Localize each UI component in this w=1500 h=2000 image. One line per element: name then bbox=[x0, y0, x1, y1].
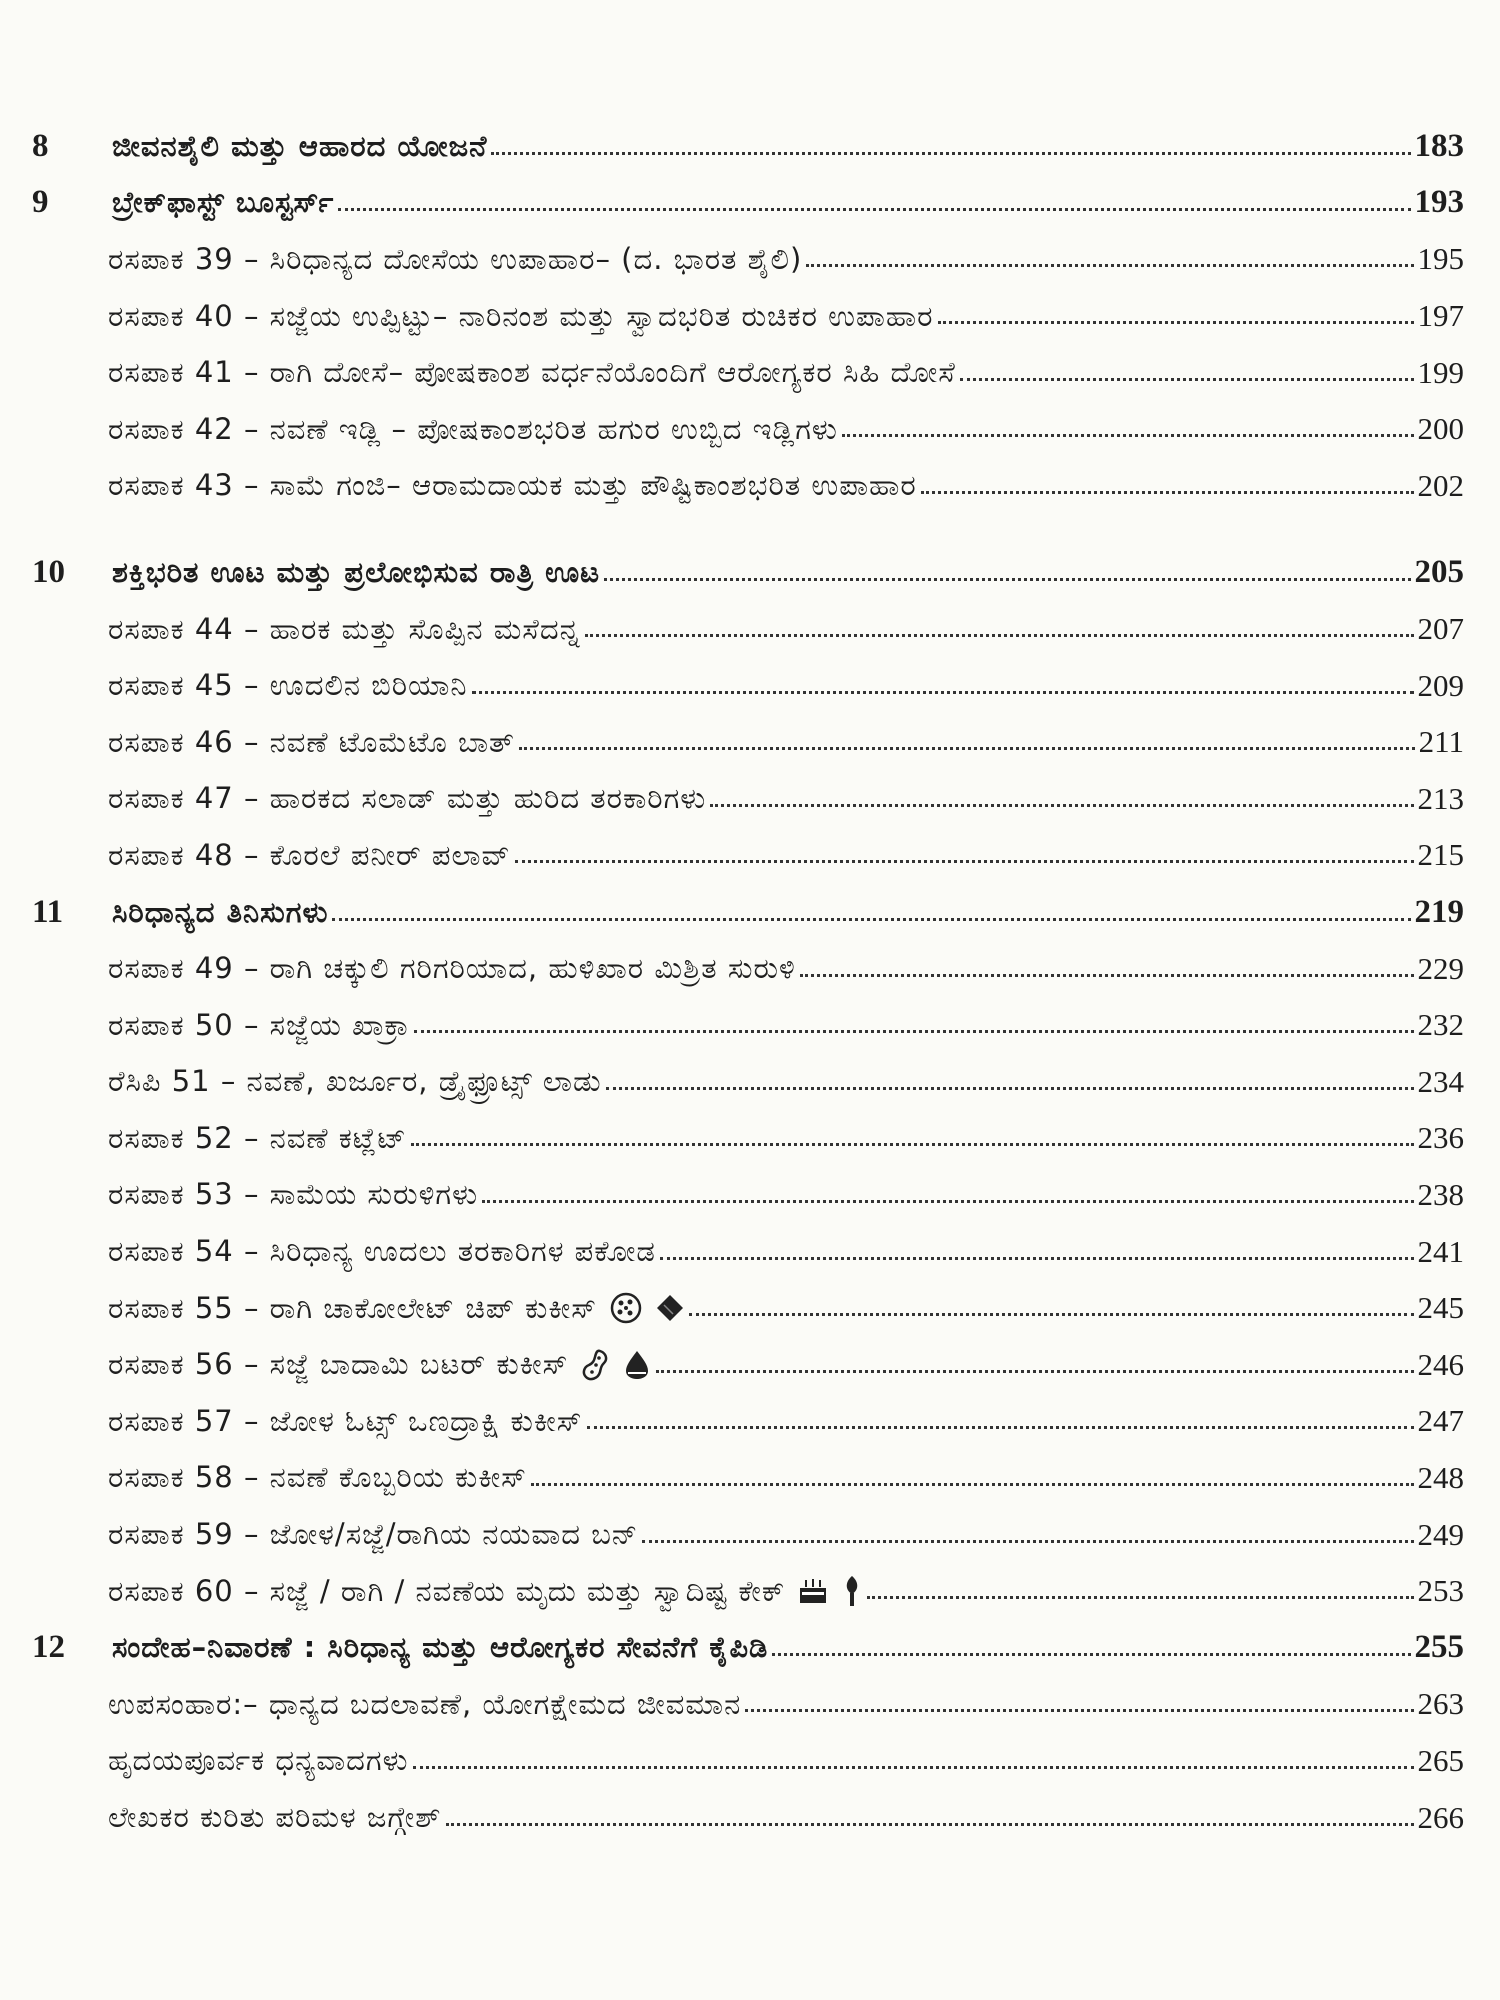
page-number: 263 bbox=[1417, 1686, 1464, 1722]
entry-title: ರಸಪಾಕ 40 – ಸಜ್ಜೆಯ ಉಪ್ಪಿಟ್ಟು– ನಾರಿನಂಶ ಮತ್ತು ಸ್ವಾದಭರಿತ ರುಚಿಕರ ಉಪಾಹಾರ bbox=[108, 298, 934, 333]
toc-chapter-row bbox=[0, 1619, 1500, 1676]
dot-leader bbox=[411, 1143, 1414, 1146]
chapter-title: ಜೀವನಶೈಲಿ ಮತ್ತು ಆಹಾರದ ಯೋಜನೆ bbox=[112, 128, 488, 163]
dot-leader bbox=[515, 860, 1414, 863]
chocolate-icon bbox=[655, 1293, 685, 1323]
dot-leader bbox=[332, 918, 1410, 921]
chapter-title: ಸಿರಿಧಾನ್ಯದ ತಿನಿಸುಗಳು bbox=[112, 894, 329, 929]
toc-entry-row bbox=[0, 1733, 1500, 1790]
toc-entry-row bbox=[0, 288, 1500, 345]
toc-entry-row bbox=[0, 1336, 1500, 1393]
entry-title: ರಸಪಾಕ 50 – ಸಜ್ಜೆಯ ಖಾಕ್ರಾ bbox=[108, 1007, 410, 1042]
dot-leader bbox=[800, 974, 1414, 977]
page-number: 232 bbox=[1417, 1007, 1464, 1043]
toc-entry-row bbox=[0, 1789, 1500, 1846]
entry-title: ರಸಪಾಕ 53 – ಸಾಮೆಯ ಸುರುಳಿಗಳು bbox=[108, 1177, 479, 1212]
toc-entry-row bbox=[0, 997, 1500, 1054]
chapter-number: 12 bbox=[32, 1629, 65, 1666]
dot-leader bbox=[531, 1483, 1414, 1486]
page-number: 199 bbox=[1417, 354, 1464, 390]
table-of-contents bbox=[0, 118, 1500, 1846]
toc-entry-row bbox=[0, 401, 1500, 458]
page-number: 215 bbox=[1417, 837, 1464, 873]
entry-title: ರಸಪಾಕ 43 – ಸಾಮೆ ಗಂಜಿ– ಆರಾಮದಾಯಕ ಮತ್ತು ಪೌಷ್ಟಿಕಾಂಶಭರಿತ ಉಪಾಹಾರ bbox=[108, 468, 917, 503]
toc-chapter-row bbox=[0, 118, 1500, 175]
dot-leader bbox=[472, 691, 1414, 694]
toc-entry-row bbox=[0, 458, 1500, 515]
almond-icon bbox=[622, 1349, 652, 1381]
dot-leader bbox=[806, 264, 1413, 267]
dot-leader bbox=[745, 1709, 1413, 1712]
dot-leader bbox=[642, 1540, 1413, 1543]
entry-title: ರಸಪಾಕ 56 – ಸಜ್ಜೆ ಬಾದಾಮಿ ಬಟರ್ ಕುಕೀಸ್ bbox=[108, 1347, 569, 1382]
toc-entry-row bbox=[0, 1110, 1500, 1167]
dot-leader bbox=[604, 578, 1410, 581]
toc-chapter-row bbox=[0, 175, 1500, 232]
dot-leader bbox=[482, 1200, 1413, 1203]
entry-title: ರಸಪಾಕ 55 – ರಾಗಿ ಚಾಕೋಲೇಟ್ ಚಿಪ್ ಕುಕೀಸ್ bbox=[108, 1290, 598, 1325]
entry-title: ರಸಪಾಕ 52 – ನವಣೆ ಕಟ್ಲೆಟ್ bbox=[108, 1120, 407, 1155]
page-number: 193 bbox=[1414, 184, 1464, 221]
dot-leader bbox=[938, 321, 1414, 324]
page-number: 213 bbox=[1417, 780, 1464, 816]
page-number: 238 bbox=[1417, 1176, 1464, 1212]
page-number: 246 bbox=[1417, 1346, 1464, 1382]
page-number: 247 bbox=[1417, 1403, 1464, 1439]
page-number: 207 bbox=[1417, 611, 1464, 647]
dot-leader bbox=[689, 1313, 1413, 1316]
toc-entry-row bbox=[0, 1280, 1500, 1337]
entry-title: ರಸಪಾಕ 42 – ನವಣೆ ಇಡ್ಲಿ – ಪೋಷಕಾಂಶಭರಿತ ಹಗುರ ಉಬ್ಬಿದ ಇಡ್ಲಿಗಳು bbox=[108, 411, 838, 446]
toc-entry-row bbox=[0, 231, 1500, 288]
chapter-title: ಶಕ್ತಿಭರಿತ ಊಟ ಮತ್ತು ಪ್ರಲೋಭಿಸುವ ರಾತ್ರಿ ಊಟ bbox=[112, 554, 601, 589]
dot-leader bbox=[960, 378, 1414, 381]
chapter-number: 8 bbox=[32, 127, 49, 164]
page-number: 202 bbox=[1417, 467, 1464, 503]
page-number: 253 bbox=[1417, 1573, 1464, 1609]
toc-entry-row bbox=[0, 1223, 1500, 1280]
entry-title: ರಸಪಾಕ 47 – ಹಾರಕದ ಸಲಾಡ್ ಮತ್ತು ಹುರಿದ ತರಕಾರಿಗಳು bbox=[108, 781, 707, 816]
entry-title: ರಸಪಾಕ 60 – ಸಜ್ಜೆ / ರಾಗಿ / ನವಣೆಯ ಮೃದು ಮತ್ತು ಸ್ವಾದಿಷ್ಟ ಕೇಕ್ bbox=[108, 1573, 786, 1608]
dot-leader bbox=[491, 152, 1410, 155]
dot-leader bbox=[656, 1370, 1413, 1373]
page-number: 255 bbox=[1414, 1629, 1464, 1666]
chapter-number: 9 bbox=[32, 184, 49, 221]
dot-leader bbox=[587, 1426, 1414, 1429]
entry-title: ರಸಪಾಕ 46 – ನವಣೆ ಟೊಮೆಟೊ ಬಾತ್ bbox=[108, 724, 515, 759]
entry-title: ರೆಸಿಪಿ 51 – ನವಣೆ, ಖರ್ಜೂರ, ಡ್ರೈಫ್ರೂಟ್ಸ್ ಲಾಡು bbox=[108, 1064, 602, 1099]
dot-leader bbox=[921, 491, 1414, 494]
chapter-title: ಸಂದೇಹ–ನಿವಾರಣೆ : ಸಿರಿಧಾನ್ಯ ಮತ್ತು ಆರೋಗ್ಯಕರ ಸೇವನೆಗೆ ಕೈಪಿಡಿ bbox=[112, 1630, 769, 1665]
dot-leader bbox=[606, 1087, 1414, 1090]
entry-title: ರಸಪಾಕ 57 – ಜೋಳ ಓಟ್ಸ್ ಒಣದ್ರಾಕ್ಷಿ ಕುಕೀಸ್ bbox=[108, 1403, 583, 1438]
toc-entry-row bbox=[0, 1167, 1500, 1224]
toc-entry-row bbox=[0, 1563, 1500, 1620]
dot-leader bbox=[414, 1030, 1414, 1033]
page-number: 266 bbox=[1417, 1799, 1464, 1835]
dot-leader bbox=[413, 1766, 1414, 1769]
page-number: 265 bbox=[1417, 1742, 1464, 1778]
toc-entry-row bbox=[0, 1054, 1500, 1111]
entry-title: ರಸಪಾಕ 49 – ರಾಗಿ ಚಕ್ಕುಲಿ ಗರಿಗರಿಯಾದ, ಹುಳಿಖಾರ ಮಿಶ್ರಿತ ಸುರುಳಿ bbox=[108, 951, 796, 986]
cookie-icon bbox=[609, 1291, 643, 1325]
page-number: 234 bbox=[1417, 1063, 1464, 1099]
dot-leader bbox=[867, 1596, 1413, 1599]
cake-icon bbox=[797, 1576, 829, 1606]
toc-entry-row bbox=[0, 1506, 1500, 1563]
toc-entry-row bbox=[0, 771, 1500, 828]
entry-title: ರಸಪಾಕ 44 – ಹಾರಕ ಮತ್ತು ಸೊಪ್ಪಿನ ಮಸೆದನ್ನ bbox=[108, 611, 581, 646]
page-number: 209 bbox=[1417, 667, 1464, 703]
toc-entry-row bbox=[0, 1393, 1500, 1450]
entry-title: ರಸಪಾಕ 59 – ಜೋಳ/ಸಜ್ಜೆ/ರಾಗಿಯ ನಯವಾದ ಬನ್ bbox=[108, 1517, 639, 1552]
dot-leader bbox=[519, 747, 1415, 750]
toc-entry-row bbox=[0, 714, 1500, 771]
dot-leader bbox=[842, 434, 1414, 437]
page-number: 195 bbox=[1417, 241, 1464, 277]
page-number: 245 bbox=[1417, 1290, 1464, 1326]
page-number: 236 bbox=[1417, 1120, 1464, 1156]
toc-entry-row bbox=[0, 601, 1500, 658]
toc-entry-row bbox=[0, 344, 1500, 401]
entry-title: ಉಪಸಂಹಾರ:– ಧಾನ್ಯದ ಬದಲಾವಣೆ, ಯೋಗಕ್ಷೇಮದ ಜೀವಮಾನ bbox=[108, 1686, 742, 1721]
chapter-number: 11 bbox=[32, 893, 64, 930]
page-number: 183 bbox=[1414, 127, 1464, 164]
toc-entry-row bbox=[0, 1450, 1500, 1507]
page-number: 205 bbox=[1414, 553, 1464, 590]
entry-title: ಹೃದಯಪೂರ್ವಕ ಧನ್ಯವಾದಗಳು bbox=[108, 1743, 409, 1778]
page-number: 200 bbox=[1417, 411, 1464, 447]
dot-leader bbox=[710, 804, 1413, 807]
entry-title: ರಸಪಾಕ 58 – ನವಣೆ ಕೊಬ್ಬರಿಯ ಕುಕೀಸ್ bbox=[108, 1460, 527, 1495]
toc-entry-row bbox=[0, 1676, 1500, 1733]
entry-title: ರಸಪಾಕ 48 – ಕೊರಲೆ ಪನೀರ್ ಪಲಾವ್ bbox=[108, 837, 511, 872]
toc-chapter-row bbox=[0, 884, 1500, 941]
chapter-number: 10 bbox=[32, 553, 65, 590]
page-number: 211 bbox=[1418, 724, 1464, 760]
page-number: 248 bbox=[1417, 1459, 1464, 1495]
dot-leader bbox=[338, 208, 1410, 211]
page-number: 197 bbox=[1417, 298, 1464, 334]
whisk-icon bbox=[841, 1574, 863, 1608]
entry-title: ರಸಪಾಕ 45 – ಊದಲಿನ ಬಿರಿಯಾನಿ bbox=[108, 668, 468, 703]
toc-chapter-row bbox=[0, 544, 1500, 601]
toc-entry-row bbox=[0, 657, 1500, 714]
dot-leader bbox=[660, 1257, 1414, 1260]
entry-title: ರಸಪಾಕ 39 – ಸಿರಿಧಾನ್ಯದ ದೋಸೆಯ ಉಪಾಹಾರ– (ದ. ಭಾರತ ಶೈಲಿ) bbox=[108, 241, 803, 276]
entry-title: ಲೇಖಕರ ಕುರಿತು ಪರಿಮಳ ಜಗ್ಗೇಶ್ bbox=[108, 1800, 442, 1835]
dot-leader bbox=[772, 1653, 1410, 1656]
peanut-icon bbox=[580, 1348, 610, 1382]
entry-title: ರಸಪಾಕ 54 – ಸಿರಿಧಾನ್ಯ ಊದಲು ತರಕಾರಿಗಳ ಪಕೋಡ bbox=[108, 1234, 656, 1269]
page-number: 241 bbox=[1417, 1233, 1464, 1269]
page-number: 229 bbox=[1417, 950, 1464, 986]
dot-leader bbox=[446, 1823, 1414, 1826]
toc-entry-row bbox=[0, 940, 1500, 997]
chapter-title: ಬ್ರೇಕ್‌ಫಾಸ್ಟ್ ಬೂಸ್ಟರ್ಸ್ bbox=[112, 185, 335, 220]
page-number: 219 bbox=[1414, 893, 1464, 930]
entry-title: ರಸಪಾಕ 41 – ರಾಗಿ ದೋಸೆ– ಪೋಷಕಾಂಶ ವರ್ಧನೆಯೊಂದಿಗೆ ಆರೋಗ್ಯಕರ ಸಿಹಿ ದೋಸೆ bbox=[108, 355, 956, 390]
dot-leader bbox=[585, 634, 1414, 637]
page-number: 249 bbox=[1417, 1516, 1464, 1552]
toc-entry-row bbox=[0, 827, 1500, 884]
